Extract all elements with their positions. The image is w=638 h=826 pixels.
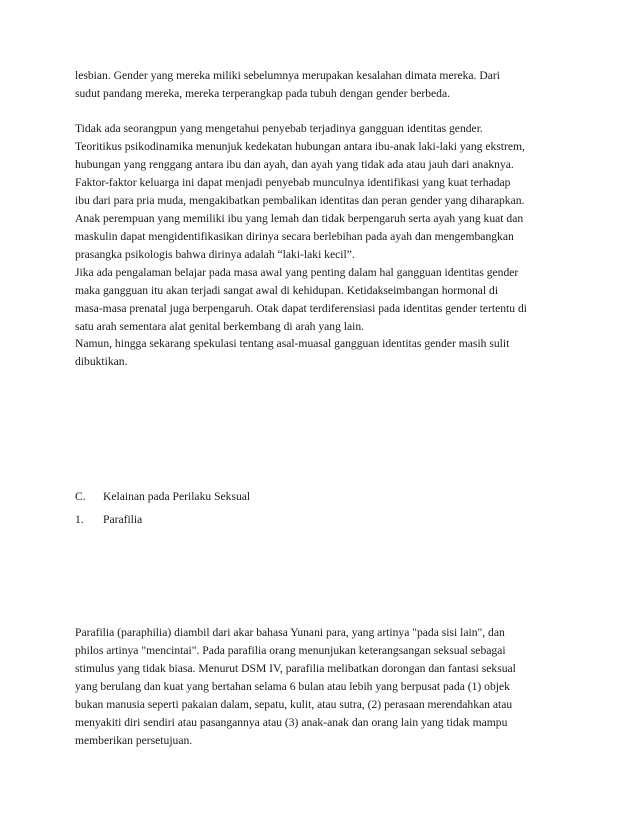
text-line: maka gangguan itu akan terjadi sangat awal di kehidupan. Ketidakseimbangan hormonal di [75, 284, 499, 297]
text-line: prasangka psikologis bahwa dirinya adalah “laki-laki kecil”. [75, 248, 355, 261]
text-line: menyakiti diri sendiri atau pasangannya atau (3) anak-anak dan orang lain yang tidak mampu [75, 716, 508, 729]
text-line: lesbian. Gender yang mereka miliki sebelumnya merupakan kesalahan dimata mereka. Dari [75, 69, 500, 82]
text-line: dibuktikan. [75, 355, 128, 368]
text-line: Teoritikus psikodinamika menunjuk kedekatan hubungan antara ibu-anak laki-laki yang ekstrem, [75, 140, 525, 153]
text-line: masa-masa prenatal juga berpengaruh. Otak dapat terdiferensiasi pada identitas gender tertentu di [75, 302, 527, 315]
section-heading [75, 488, 250, 506]
paragraph-4 [75, 335, 575, 371]
subsection-title: Parafilia [103, 513, 143, 526]
text-line: philos artinya "mencintai". Pada parafilia orang menunjukan keterangsangan seksual sebagai [75, 644, 506, 657]
subsection-heading [75, 511, 142, 529]
paragraph-2 [75, 120, 575, 264]
paragraph-parafilia [75, 624, 575, 750]
text-line: Faktor-faktor keluarga ini dapat menjadi penyebab munculnya identifikasi yang kuat terhadap [75, 176, 511, 189]
text-line: Jika ada pengalaman belajar pada masa awal yang penting dalam hal gangguan identitas gender [75, 266, 519, 279]
paragraph-3 [75, 264, 575, 336]
text-line: sudut pandang mereka, mereka terperangkap pada tubuh dengan gender berbeda. [75, 87, 451, 100]
text-line: satu arah sementara alat genital berkembang di arah yang lain. [75, 320, 365, 333]
text-line: bukan manusia seperti pakaian dalam, sepatu, kulit, atau sutra, (2) perasaan merendahkan atau [75, 698, 513, 711]
subsection-number: 1. [75, 513, 84, 526]
text-line: memberikan persetujuan. [75, 734, 193, 747]
section-title: Kelainan pada Perilaku Seksual [103, 490, 251, 503]
text-line: yang berulang dan kuat yang bertahan selama 6 bulan atau lebih yang berpusat pada (1) objek [75, 680, 510, 693]
paragraph-1 [75, 67, 575, 103]
text-line: ibu dari para pria muda, mengakibatkan pembalikan identitas dan peran gender yang diharapkan. [75, 194, 525, 207]
text-line: Parafilia (paraphilia) diambil dari akar bahasa Yunani para, yang artinya "pada sisi lain", dan [75, 626, 505, 639]
text-line: Namun, hingga sekarang spekulasi tentang asal-muasal gangguan identitas gender masih sulit [75, 337, 510, 350]
section-number: C. [75, 490, 86, 503]
text-line: maskulin dapat mengidentifikasikan dirinya secara berlebihan pada ayah dan mengembangkan [75, 230, 514, 243]
text-line: hubungan yang renggang antara ibu dan ayah, dan ayah yang tidak ada atau jauh dari anaknya. [75, 158, 514, 171]
text-line: stimulus yang tidak biasa. Menurut DSM IV, parafilia melibatkan dorongan dan fantasi seksual [75, 662, 516, 675]
text-line: Anak perempuan yang memiliki ibu yang lemah dan tidak berpengaruh serta ayah yang kuat dan [75, 212, 524, 225]
text-line: Tidak ada seorangpun yang mengetahui penyebab terjadinya gangguan identitas gender. [75, 122, 483, 135]
